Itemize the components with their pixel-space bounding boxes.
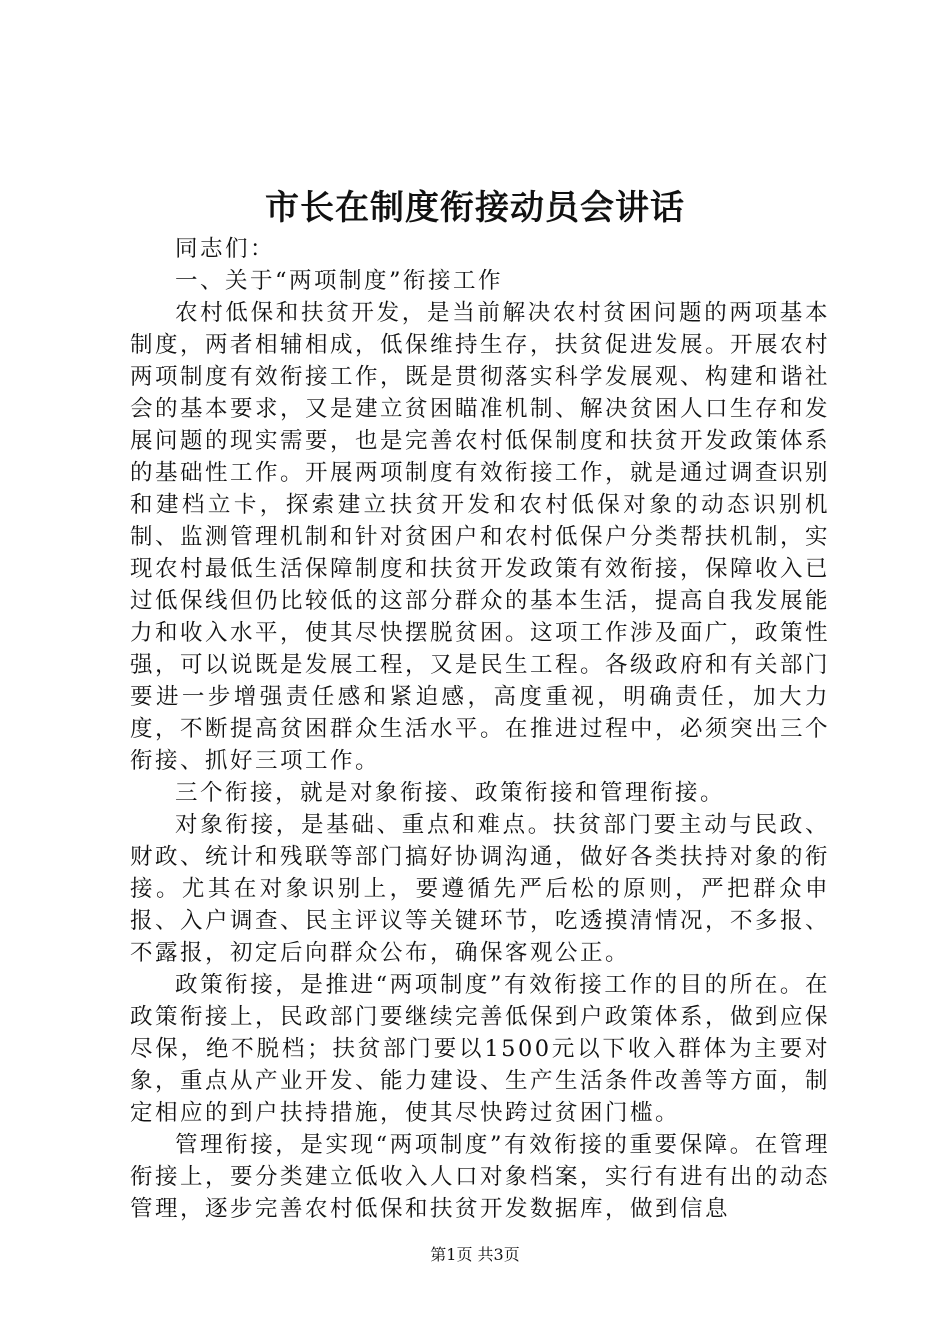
- salutation: 同志们：: [175, 236, 276, 262]
- body-paragraph: 政策衔接，是推进“两项制度”有效衔接工作的目的所在。在政策衔接上，民政部门要继续完善低保到户政策体系，做到应保尽保，绝不脱档；扶贫部门要以1500元以下收入群体为主要对象，重点从产业开发、能力建设、生产生活条件改善等方面，制定相应的到户扶持措施，使其尽快跨过贫困门槛。: [130, 972, 831, 1126]
- body-paragraph: 对象衔接，是基础、重点和难点。扶贫部门要主动与民政、财政、统计和残联等部门搞好协调沟通，做好各类扶持对象的衔接。尤其在对象识别上，要遵循先严后松的原则，严把群众申报、入户调查、民主评议等关键环节，吃透摸清情况，不多报、不露报，初定后向群众公布，确保客观公正。: [130, 812, 831, 966]
- page-footer: 第1页 共3页: [430, 1245, 520, 1264]
- document-title: 市长在制度衔接动员会讲话: [265, 188, 685, 228]
- body-paragraph: 三个衔接，就是对象衔接、政策衔接和管理衔接。: [175, 780, 726, 806]
- body-paragraph: 管理衔接，是实现“两项制度”有效衔接的重要保障。在管理衔接上，要分类建立低收入人口对象档案，实行有进有出的动态管理，逐步完善农村低保和扶贫开发数据库，做到信息: [130, 1132, 831, 1222]
- section-heading: 一、关于“两项制度”衔接工作: [175, 268, 504, 294]
- document-body: [130, 233, 830, 1225]
- body-paragraph: 农村低保和扶贫开发，是当前解决农村贫困问题的两项基本制度，两者相辅相成，低保维持生存，扶贫促进发展。开展农村两项制度有效衔接工作，既是贯彻落实科学发展观、构建和谐社会的基本要求，又是建立贫困瞄准机制、解决贫困人口生存和发展问题的现实需要，也是完善农村低保制度和扶贫开发政策体系的基础性工作。开展两项制度有效衔接工作，就是通过调查识别和建档立卡，探索建立扶贫开发和农村低保对象的动态识别机制、监测管理机制和针对贫困户和农村低保户分类帮扶机制，实现农村最低生活保障制度和扶贫开发政策有效衔接，保障收入已过低保线但仍比较低的这部分群众的基本生活，提高自我发展能力和收入水平，使其尽快摆脱贫困。这项工作涉及面广，政策性强，可以说既是发展工程，又是民生工程。各级政府和有关部门要进一步增强责任感和紧迫感，高度重视，明确责任，加大力度，不断提高贫困群众生活水平。在推进过程中，必须突出三个衔接、抓好三项工作。: [130, 300, 831, 774]
